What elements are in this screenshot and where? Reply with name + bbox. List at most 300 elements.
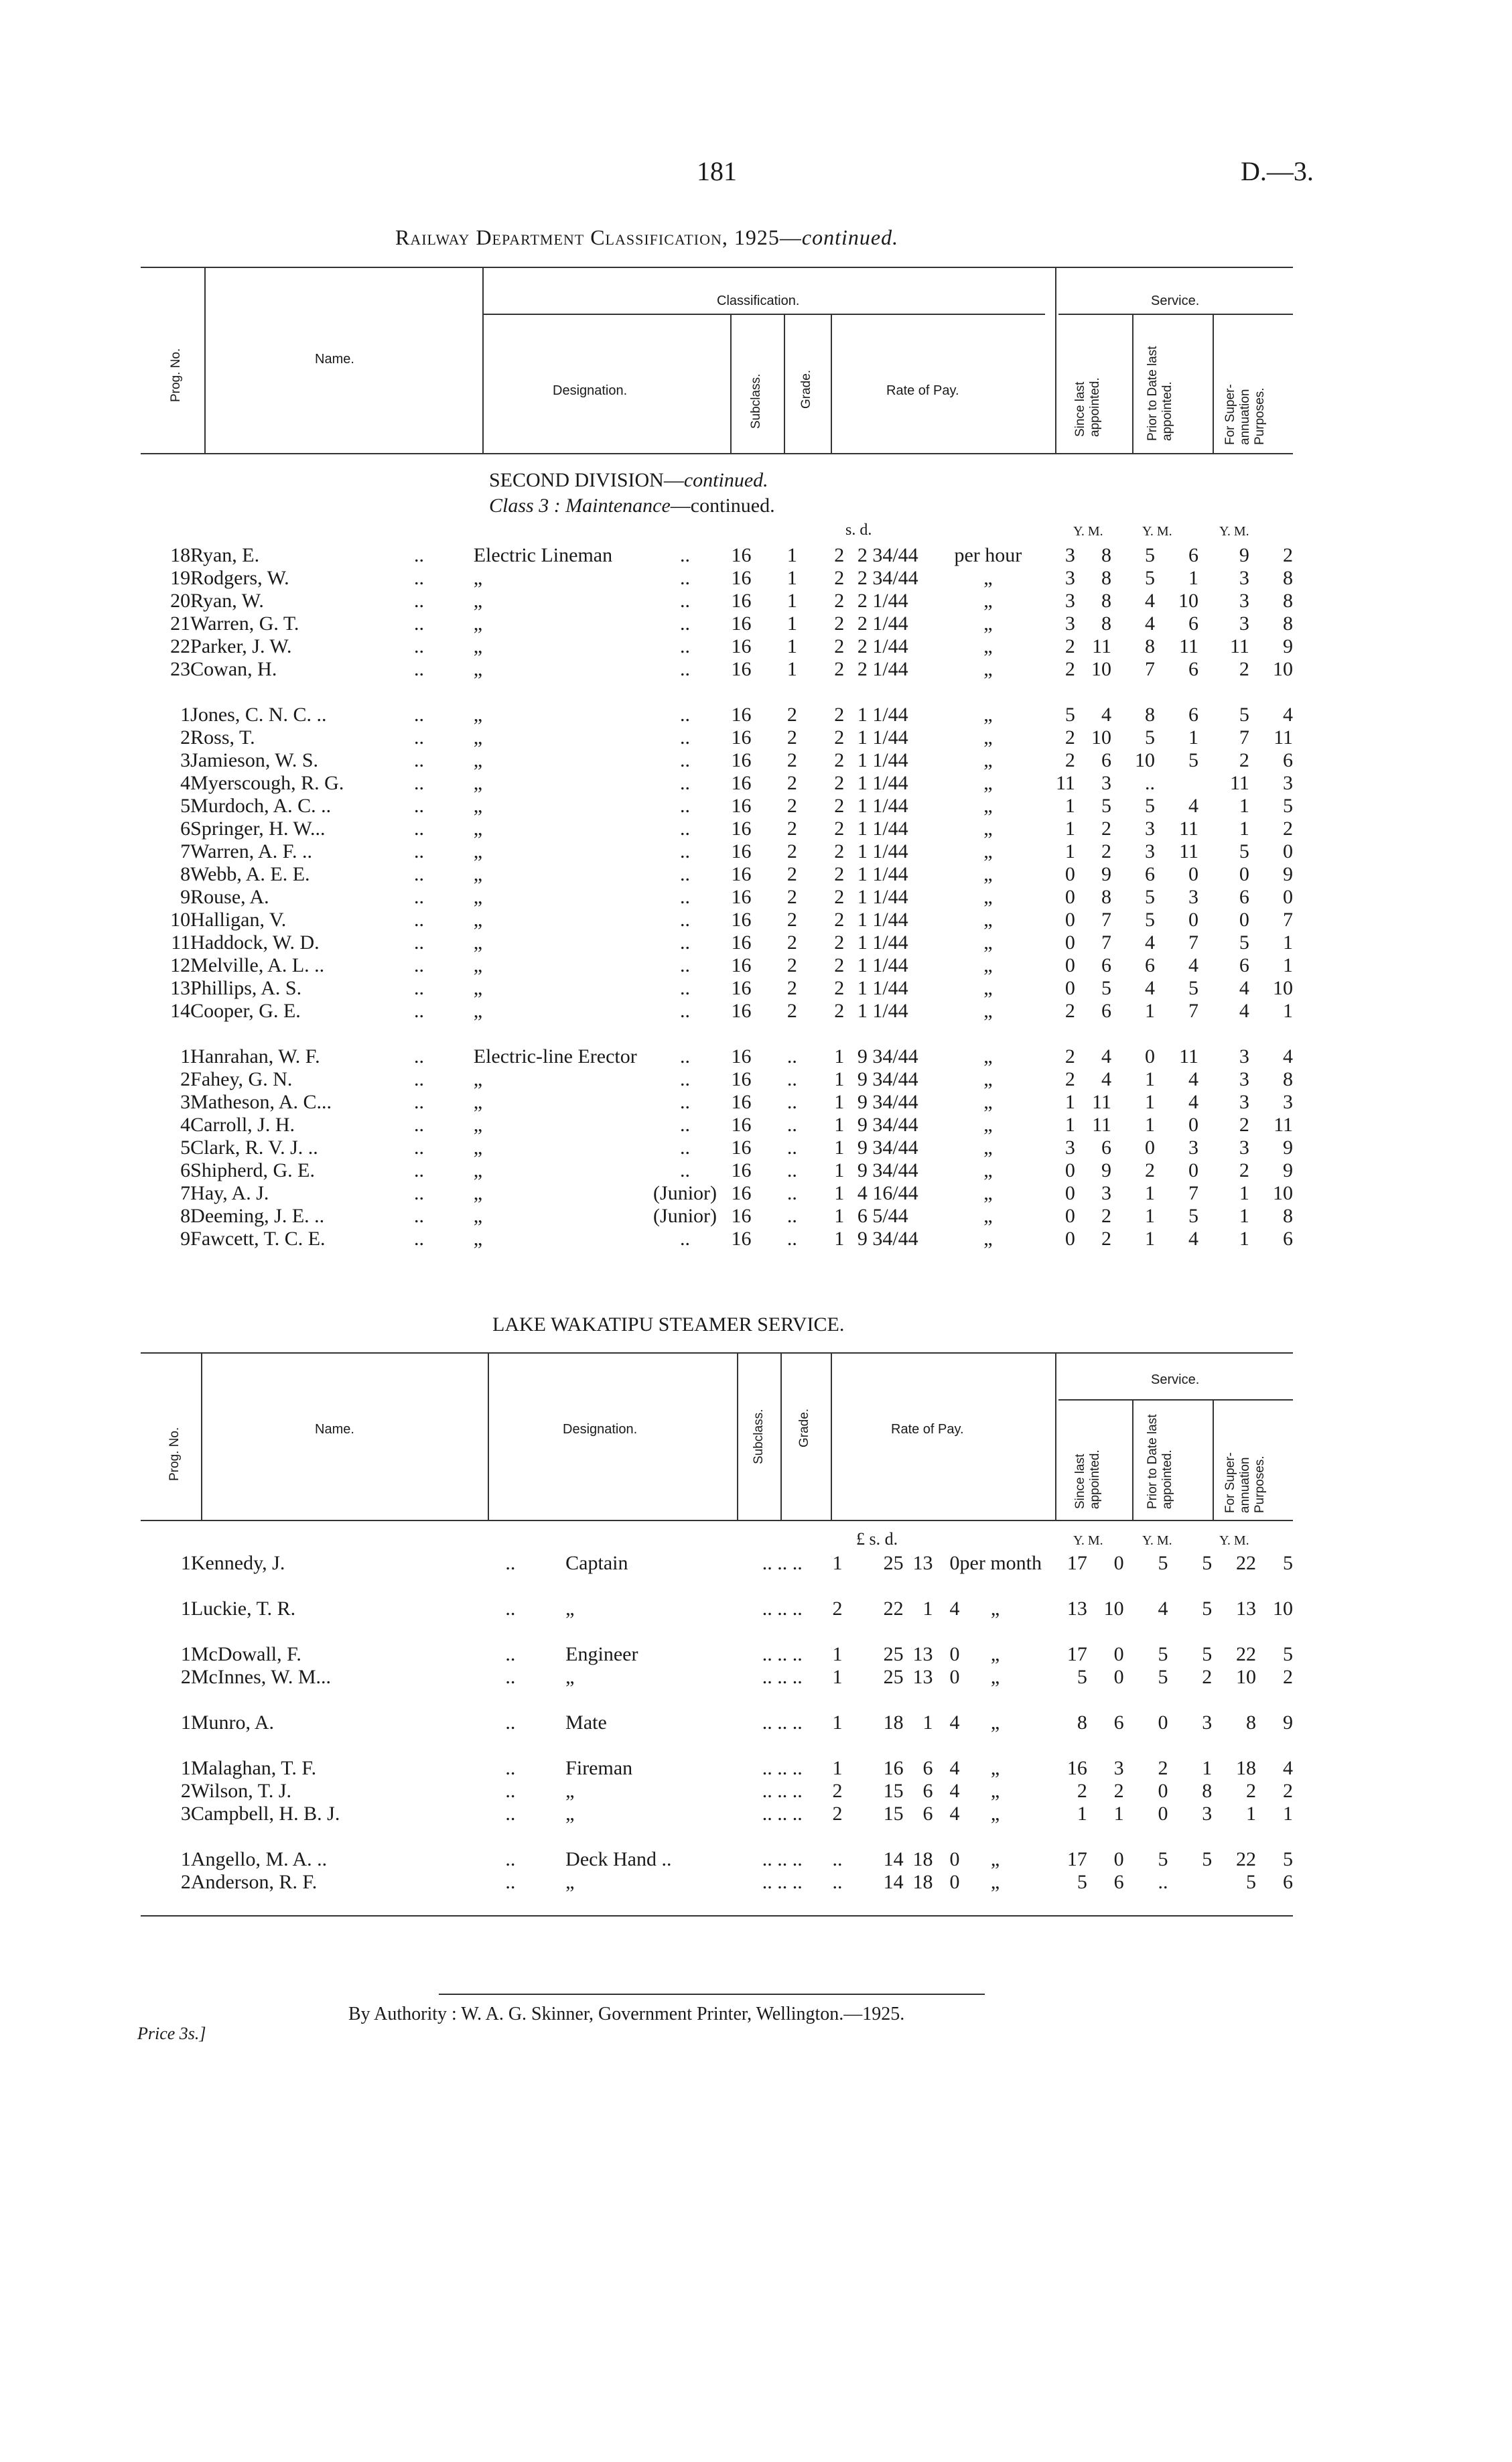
prog-no: 5 [180, 795, 191, 817]
pay-pounds: 25 [883, 1552, 904, 1574]
t2-col-sep [831, 1352, 832, 1520]
designation-suffix: .. [680, 863, 691, 885]
designation-suffix: .. [680, 726, 691, 749]
pay-period: per month [959, 1552, 1042, 1574]
pay-pence: 2 34/44 [857, 544, 918, 566]
employee-name: Ross, T. [190, 726, 255, 749]
super-years: 5 [1246, 1871, 1257, 1893]
table-row [154, 544, 1293, 567]
pay-shillings: 1 [834, 1045, 845, 1067]
pay-shillings: 18 [912, 1848, 933, 1870]
employee-name: Deeming, J. E. .. [190, 1205, 325, 1227]
pay-pence-period [933, 1643, 1044, 1666]
prior-years: 6 [1145, 954, 1156, 976]
table1-top-rule [141, 267, 1293, 268]
super-months: 2 [1283, 1780, 1293, 1802]
grade: 1 [832, 1643, 843, 1665]
pay-pence-period [933, 1803, 1044, 1825]
super-months: 2 [1283, 544, 1293, 566]
employee-name: Myerscough, R. G. [190, 772, 344, 794]
pay-period: „ [983, 590, 993, 612]
employee-name: Malaghan, T. F. [190, 1757, 317, 1779]
designation: „ [473, 1182, 483, 1204]
super-months: 8 [1283, 1068, 1293, 1090]
pay-shillings: 2 [834, 749, 845, 771]
table-row [154, 1598, 1293, 1620]
super-months: 5 [1283, 1848, 1293, 1870]
prior-years: 5 [1158, 1666, 1168, 1688]
since-years: 1 [1064, 1091, 1075, 1113]
pay-period: „ [990, 1711, 1000, 1734]
super-years: 5 [1239, 840, 1249, 862]
since-months: 4 [1101, 1068, 1112, 1090]
subclass: 16 [731, 772, 752, 794]
prior-months: 4 [1188, 1091, 1199, 1113]
super-years: 2 [1239, 1114, 1249, 1136]
designation-suffix: .. [680, 977, 691, 999]
grade: 2 [786, 840, 797, 862]
pay-period: „ [983, 635, 993, 657]
subclass: 16 [731, 658, 752, 680]
pay-pence: 2 34/44 [857, 567, 918, 589]
subclass: 16 [731, 1182, 752, 1204]
since-months: 8 [1101, 544, 1112, 566]
prog-no: 1 [180, 1045, 191, 1067]
employee-name: Haddock, W. D. [190, 931, 320, 954]
super-years: 2 [1239, 1159, 1249, 1181]
prior-months [1168, 1871, 1212, 1894]
employee-name: Halligan, V. [190, 909, 287, 931]
table-row [154, 1091, 1293, 1114]
table1-header-bottom-rule [141, 453, 1293, 454]
page-number: 181 [697, 156, 737, 186]
t2-designation-header: Designation. [563, 1422, 638, 1437]
employee-name: Ryan, E. [190, 544, 260, 566]
prior-months: 0 [1188, 909, 1199, 931]
since-years: 13 [1067, 1598, 1087, 1620]
super-years: 3 [1239, 1045, 1249, 1067]
prog-no: 1 [180, 1757, 191, 1779]
since-months: 3 [1113, 1757, 1124, 1779]
super-months: 6 [1283, 1228, 1293, 1250]
since-years: 0 [1064, 954, 1075, 976]
since-months: 8 [1101, 886, 1112, 908]
subclass: 16 [731, 567, 752, 589]
t1-col-sep [831, 315, 832, 453]
super-years: 8 [1246, 1711, 1257, 1734]
grade: 1 [786, 544, 797, 566]
prog-no: 1 [180, 1643, 191, 1665]
super-years: 0 [1239, 909, 1249, 931]
title-continued: continued. [801, 225, 899, 249]
grade: 2 [786, 977, 797, 999]
leader-dots: .. .. .. [762, 1848, 803, 1870]
t1-col-sep [1055, 267, 1056, 453]
pay-pence: 1 1/44 [857, 1000, 908, 1022]
title-main: Railway Department Classification, 1925— [395, 225, 802, 249]
since-years: 0 [1064, 1182, 1075, 1204]
employee-name: Hay, A. J. [190, 1182, 269, 1204]
super-months: 4 [1283, 1045, 1293, 1067]
since-years: 0 [1064, 1205, 1075, 1227]
pay-shillings: 2 [834, 886, 845, 908]
prior-years: 6 [1145, 863, 1156, 885]
since-months: 8 [1101, 567, 1112, 589]
prog-no: 6 [180, 818, 191, 840]
prog-no: 8 [180, 1205, 191, 1227]
group-spacer [154, 1023, 1293, 1045]
price-note: Price 3s.] [137, 2024, 206, 2043]
t1-col-sep [204, 267, 206, 453]
prog-no: 10 [170, 909, 191, 931]
pay-period: „ [983, 612, 993, 635]
super-years: 5 [1239, 704, 1249, 726]
pay-pence: 6 5/44 [857, 1205, 908, 1227]
super-years: 22 [1236, 1643, 1257, 1665]
class-label: Class 3 : Maintenance [489, 495, 671, 517]
employee-name: Murdoch, A. C. .. [190, 795, 332, 817]
employee-name: Ryan, W. [190, 590, 264, 612]
prog-no: 12 [170, 954, 191, 976]
pay-period: „ [983, 1000, 993, 1022]
page-title [395, 225, 898, 250]
since-months: 10 [1103, 1598, 1124, 1620]
prior-months: 4 [1188, 954, 1199, 976]
prog-no: 22 [170, 635, 191, 657]
prog-no: 9 [180, 886, 191, 908]
prog-no: 1 [180, 1552, 191, 1574]
since-months: 6 [1113, 1871, 1124, 1893]
employee-name: Fahey, G. N. [190, 1068, 293, 1090]
grade: 2 [832, 1598, 843, 1620]
leader-dots: .. [413, 909, 424, 931]
since-months: 0 [1113, 1643, 1124, 1665]
pay-shillings: 2 [834, 818, 845, 840]
employee-name: Clark, R. V. J. .. [190, 1137, 318, 1159]
since-years: 17 [1067, 1643, 1087, 1665]
pay-shillings: 1 [834, 1068, 845, 1090]
designation-suffix: .. [680, 909, 691, 931]
table-row [154, 1780, 1293, 1803]
leader-dots: .. [505, 1780, 516, 1802]
designation-suffix: .. [680, 1228, 691, 1250]
since-years: 16 [1067, 1757, 1087, 1779]
pay-shillings: 1 [834, 1159, 845, 1181]
grade: 2 [786, 772, 797, 794]
super-months: 0 [1283, 840, 1293, 862]
prog-no: 21 [170, 612, 191, 635]
leader-dots: .. [413, 931, 424, 954]
leader-dots: .. [413, 1114, 424, 1136]
designation: Mate [565, 1711, 607, 1734]
super-months: 9 [1283, 1711, 1293, 1734]
designation: „ [473, 818, 483, 840]
super-years: 3 [1239, 1091, 1249, 1113]
designation-suffix: (Junior) [653, 1205, 717, 1227]
pay-pence: 9 34/44 [857, 1159, 918, 1181]
prior-months: 5 [1188, 749, 1199, 771]
pay-pence-period [933, 1757, 1044, 1780]
grade: 2 [786, 954, 797, 976]
prior-months: 6 [1188, 658, 1199, 680]
since-months: 11 [1092, 635, 1112, 657]
pay-pence: 4 [949, 1711, 960, 1734]
since-years: 3 [1064, 544, 1075, 566]
pay-period: „ [983, 772, 993, 794]
leader-dots: .. [413, 795, 424, 817]
prog-no: 11 [171, 931, 191, 954]
super-months: 11 [1274, 1114, 1293, 1136]
prior-years: 0 [1158, 1711, 1168, 1734]
t1-col-sep [784, 315, 785, 453]
prior-months: 6 [1188, 612, 1199, 635]
pay-shillings: 13 [912, 1552, 933, 1574]
table-row [154, 658, 1293, 681]
since-months: 4 [1101, 1045, 1112, 1067]
designation: „ [473, 909, 483, 931]
t1-since-last-header: Since last appointed. [1073, 377, 1102, 437]
t1-unit-ym: Y. M. [1142, 524, 1172, 539]
prog-no: 2 [180, 1666, 191, 1688]
leader-dots: .. [413, 954, 424, 976]
super-years: 1 [1239, 1205, 1249, 1227]
designation-suffix: .. [680, 818, 691, 840]
t2-col-sep [780, 1352, 782, 1520]
pay-pence: 1 1/44 [857, 704, 908, 726]
leader-dots: .. [413, 749, 424, 771]
table-row [154, 795, 1293, 818]
super-months: 9 [1283, 635, 1293, 657]
pay-pounds: 15 [883, 1803, 904, 1825]
pay-pence: 1 1/44 [857, 818, 908, 840]
prior-months: 4 [1188, 1068, 1199, 1090]
prior-months: 10 [1178, 590, 1199, 612]
prior-months: 0 [1188, 1114, 1199, 1136]
super-months: 10 [1273, 658, 1293, 680]
designation-suffix: .. [680, 795, 691, 817]
prior-months: 11 [1179, 818, 1199, 840]
designation: „ [473, 726, 483, 749]
prior-years: 0 [1158, 1803, 1168, 1825]
pay-pence: 2 1/44 [857, 658, 908, 680]
table-row [154, 1068, 1293, 1091]
pay-pence: 4 [949, 1780, 960, 1802]
designation: „ [565, 1803, 575, 1825]
pay-period: „ [983, 704, 993, 726]
employee-name: McInnes, W. M... [190, 1666, 331, 1688]
employee-name: Cooper, G. E. [190, 1000, 301, 1022]
designation: „ [473, 1228, 483, 1250]
subclass: 16 [731, 1205, 752, 1227]
leader-dots: .. [413, 1182, 424, 1204]
since-years: 17 [1067, 1552, 1087, 1574]
since-months: 2 [1101, 840, 1112, 862]
t1-prog-no-header: Prog. No. [169, 348, 183, 402]
leader-dots: .. [413, 1091, 424, 1113]
subclass: 16 [731, 749, 752, 771]
pay-period: „ [990, 1848, 1000, 1870]
super-years: 6 [1239, 954, 1249, 976]
employee-name: Phillips, A. S. [190, 977, 302, 999]
employee-name: Rodgers, W. [190, 567, 289, 589]
table-row [154, 590, 1293, 612]
subclass: 16 [731, 886, 752, 908]
since-months: 9 [1101, 1159, 1112, 1181]
super-years: 18 [1236, 1757, 1257, 1779]
leader-dots: .. .. .. [762, 1757, 803, 1779]
pay-pence: 4 [949, 1757, 960, 1779]
leader-dots: .. [413, 544, 424, 566]
since-months: 9 [1101, 863, 1112, 885]
leader-dots: .. .. .. [762, 1598, 803, 1620]
super-years: 10 [1236, 1666, 1257, 1688]
pay-shillings: 13 [912, 1666, 933, 1688]
designation: „ [565, 1780, 575, 1802]
pay-pence: 9 34/44 [857, 1091, 918, 1113]
prior-years: 0 [1145, 1137, 1156, 1159]
super-months: 1 [1283, 1000, 1293, 1022]
subclass: 16 [731, 1137, 752, 1159]
prior-years: 4 [1145, 977, 1156, 999]
since-years: 5 [1077, 1666, 1087, 1688]
employee-name: Carroll, J. H. [190, 1114, 295, 1136]
since-months: 6 [1101, 1000, 1112, 1022]
service-rule [1058, 314, 1293, 315]
pay-pence-period [933, 1871, 1044, 1894]
grade: .. [786, 1205, 797, 1227]
prior-months: 4 [1188, 795, 1199, 817]
prior-years: 5 [1158, 1848, 1168, 1870]
prior-years: 5 [1145, 544, 1156, 566]
leader-dots: .. .. .. [762, 1552, 803, 1574]
super-years: 3 [1239, 1068, 1249, 1090]
pay-period: per hour [954, 544, 1022, 566]
table2-title: LAKE WAKATIPU STEAMER SERVICE. [492, 1313, 845, 1336]
super-months: 2 [1283, 818, 1293, 840]
prior-years: 4 [1158, 1598, 1168, 1620]
employee-name: McDowall, F. [190, 1643, 301, 1665]
super-years: 1 [1239, 818, 1249, 840]
since-years: 3 [1064, 1137, 1075, 1159]
pay-shillings: 2 [834, 909, 845, 931]
pay-pence-period [933, 1848, 1044, 1871]
t2-service-header: Service. [1151, 1372, 1200, 1387]
prior-years: 8 [1145, 704, 1156, 726]
super-months: 4 [1283, 704, 1293, 726]
employee-name: Kennedy, J. [190, 1552, 285, 1574]
pay-pence: 1 1/44 [857, 977, 908, 999]
super-years: 22 [1236, 1848, 1257, 1870]
prior-months: 6 [1188, 544, 1199, 566]
designation: Deck Hand .. [565, 1848, 672, 1870]
prior-months: 3 [1188, 886, 1199, 908]
super-years: 13 [1236, 1598, 1257, 1620]
prog-no: 1 [180, 1848, 191, 1870]
pay-pence-period [933, 1552, 1044, 1575]
prior-months: 3 [1188, 1137, 1199, 1159]
pay-period: „ [983, 886, 993, 908]
super-years: 1 [1246, 1803, 1257, 1825]
super-years: 3 [1239, 567, 1249, 589]
super-years: 1 [1239, 1182, 1249, 1204]
prior-years: 3 [1145, 818, 1156, 840]
since-years: 0 [1064, 977, 1075, 999]
designation-suffix: .. [680, 544, 691, 566]
since-years: 2 [1064, 749, 1075, 771]
prior-months: 1 [1202, 1757, 1213, 1779]
subclass: 16 [731, 954, 752, 976]
prog-no: 19 [170, 567, 191, 589]
subclass: 16 [731, 795, 752, 817]
designation-suffix: .. [680, 1091, 691, 1113]
pay-period: „ [990, 1871, 1000, 1893]
designation: „ [473, 1091, 483, 1113]
pay-pence: 2 1/44 [857, 590, 908, 612]
since-years: 2 [1064, 635, 1075, 657]
pay-pence: 1 1/44 [857, 772, 908, 794]
designation: „ [473, 977, 483, 999]
since-months: 2 [1113, 1780, 1124, 1802]
pay-pounds: 14 [883, 1871, 904, 1893]
leader-dots: .. [413, 1068, 424, 1090]
pay-pence-period [933, 1711, 1044, 1734]
employee-name: Cowan, H. [190, 658, 277, 680]
table2-bottom-rule [141, 1915, 1293, 1917]
since-months: 7 [1101, 931, 1112, 954]
designation-suffix: (Junior) [653, 1182, 717, 1204]
subclass: 16 [731, 909, 752, 931]
designation: „ [473, 931, 483, 954]
designation-suffix: .. [680, 772, 691, 794]
since-years: 2 [1064, 726, 1075, 749]
since-years: 0 [1064, 909, 1075, 931]
pay-period: „ [983, 909, 993, 931]
leader-dots: .. .. .. [762, 1666, 803, 1688]
pay-period: „ [983, 840, 993, 862]
grade: 2 [832, 1803, 843, 1825]
super-months: 10 [1273, 1598, 1293, 1620]
super-years: 4 [1239, 1000, 1249, 1022]
prior-months: 5 [1188, 1205, 1199, 1227]
since-months: 2 [1101, 818, 1112, 840]
t2-prior-header: Prior to Date last appointed. [1146, 1414, 1174, 1509]
pay-shillings: 18 [912, 1871, 933, 1893]
t1-super-header: For Super-annuation Purposes. [1223, 384, 1267, 445]
since-years: 11 [1055, 772, 1075, 794]
table-row [154, 1045, 1293, 1068]
employee-name: Springer, H. W... [190, 818, 326, 840]
since-months: 11 [1092, 1114, 1112, 1136]
prior-years: 5 [1145, 909, 1156, 931]
grade: 2 [832, 1780, 843, 1802]
designation-suffix: .. [680, 612, 691, 635]
since-years: 0 [1064, 863, 1075, 885]
pay-pence-period [933, 1598, 1044, 1620]
prior-months: 6 [1188, 704, 1199, 726]
since-years: 1 [1064, 795, 1075, 817]
super-months: 2 [1283, 1666, 1293, 1688]
prog-no: 2 [180, 1780, 191, 1802]
t2-unit-ym: Y. M. [1142, 1533, 1172, 1548]
prog-no: 4 [180, 1114, 191, 1136]
grade: .. [832, 1848, 843, 1870]
pay-shillings: 1 [834, 1091, 845, 1113]
leader-dots: .. .. .. [762, 1871, 803, 1893]
table-row [154, 567, 1293, 590]
subclass: 16 [731, 840, 752, 862]
table-row [154, 1711, 1293, 1734]
designation-suffix: .. [680, 658, 691, 680]
